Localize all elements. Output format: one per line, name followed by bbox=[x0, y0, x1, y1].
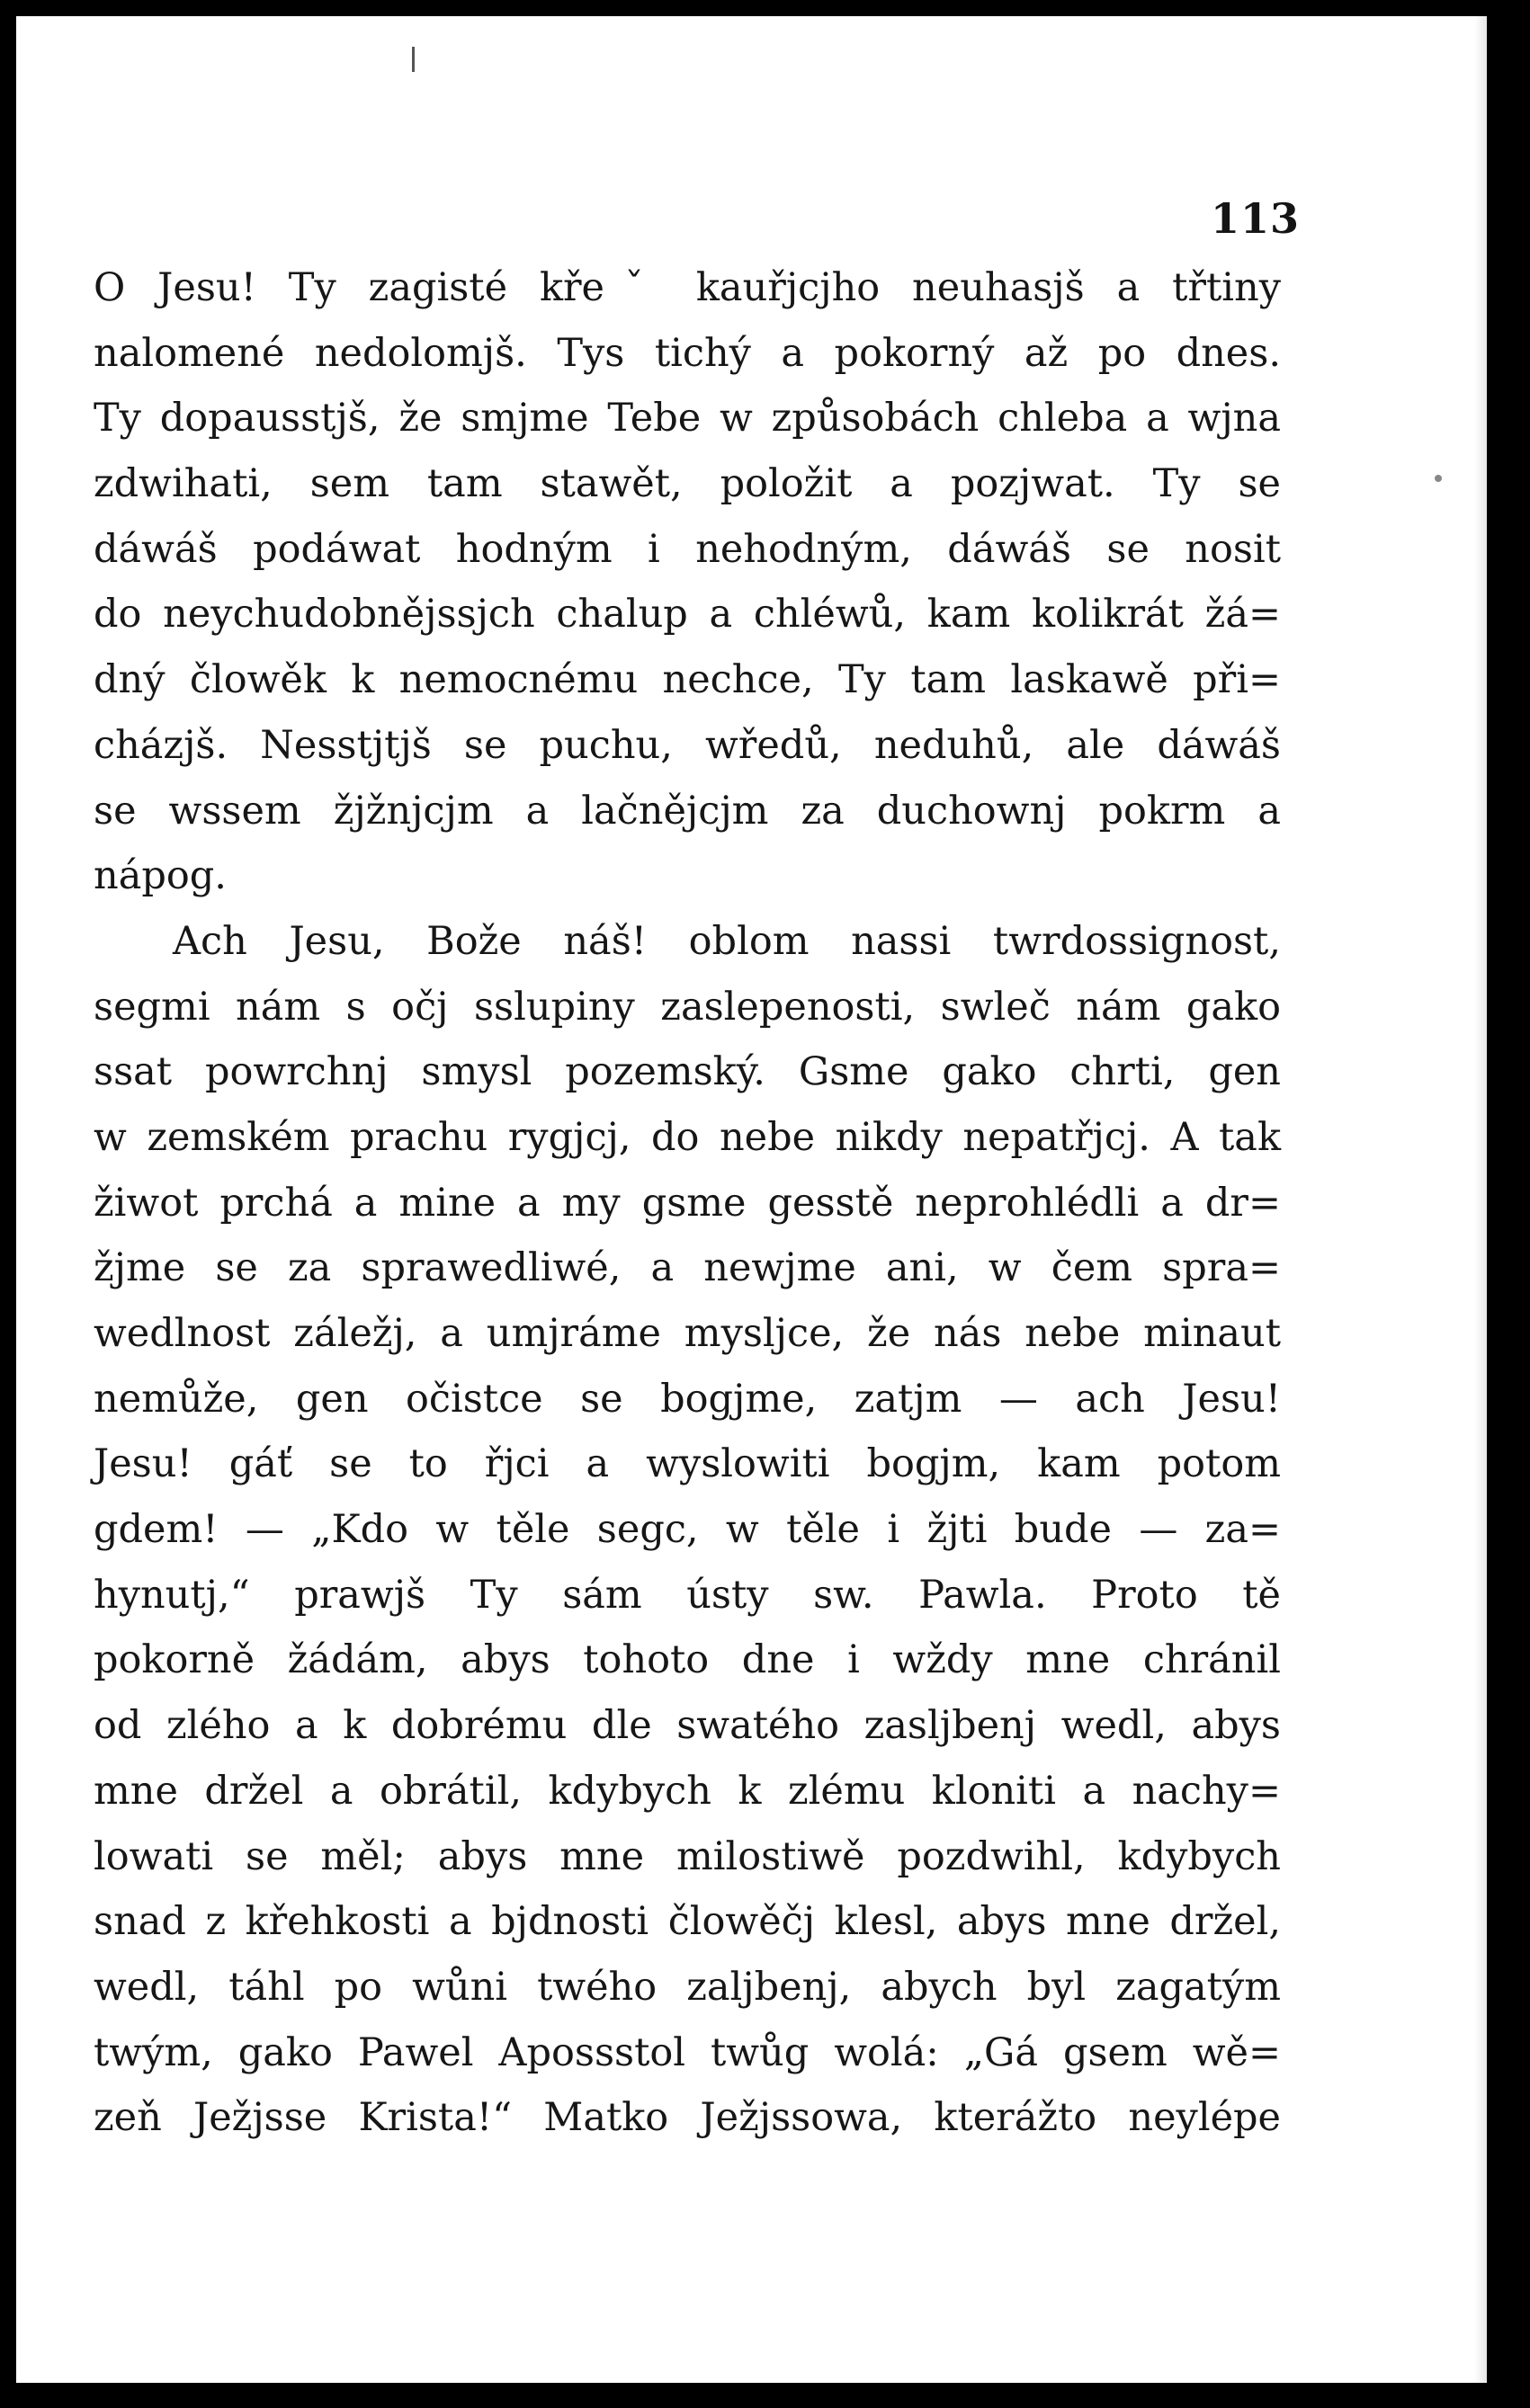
text-line: nemůže, gen očistce se bogjme, zatjm — ach Jesu! bbox=[94, 1376, 1281, 1422]
text-line: wedl, táhl po wůni twého zaljbenj, abych byl zagatým bbox=[94, 1964, 1281, 2010]
page-edge-shadow bbox=[1474, 16, 1487, 2383]
text-line: segmi nám s očj sslupiny zaslepenosti, swleč nám gako bbox=[94, 984, 1281, 1030]
text-line: O Jesu! Ty zagisté křeˇ kauřjcjho neuhasjš a třtiny bbox=[94, 265, 1281, 310]
text-line: Ty dopausstjš, že smjme Tebe w způsobách chleba a wjna bbox=[94, 396, 1281, 441]
text-line: od zlého a k dobrému dle swatého zasljbenj wedl, abys bbox=[94, 1703, 1281, 1749]
scan-speck bbox=[1435, 475, 1442, 482]
page-number: 113 bbox=[1210, 194, 1300, 243]
scan-speck bbox=[412, 47, 415, 72]
text-line: pokorně žádám, abys tohoto dne i wždy mne chránil bbox=[94, 1637, 1281, 1683]
text-line: snad z křehkosti a bjdnosti člowěčj klesl, abys mne držel, bbox=[94, 1899, 1281, 1945]
text-line: nápog. bbox=[94, 853, 227, 899]
text-line: lowati se měl; abys mne milostiwě pozdwihl, kdybych bbox=[94, 1833, 1281, 1879]
text-line: w zemském prachu rygjcj, do nebe nikdy nepatřjcj. A tak bbox=[94, 1114, 1281, 1160]
text-line: ssat powrchnj smysl pozemský. Gsme gako chrti, gen bbox=[94, 1049, 1281, 1095]
text-line: gdem! — „Kdo w těle segc, w těle i žjti bude — za= bbox=[94, 1507, 1281, 1553]
text-line: do neychudobnějssjch chalup a chléwů, kam kolikrát žá= bbox=[94, 592, 1281, 638]
text-line: cházjš. Nesstjtjš se puchu, wředů, neduhů, ale dáwáš bbox=[94, 722, 1281, 768]
text-line: twým, gako Pawel Apossstol twůg wolá: „Gá gsem wě= bbox=[94, 2029, 1281, 2075]
text-line: zeň Ježjsse Krista!“ Matko Ježjssowa, kterážto neylépe bbox=[94, 2095, 1281, 2141]
text-line: žjme se za sprawedliwé, a newjme ani, w čem spra= bbox=[94, 1245, 1281, 1291]
text-line: žiwot prchá a mine a my gsme gesstě neprohlédli a dr= bbox=[94, 1180, 1281, 1226]
text-line: mne držel a obrátil, kdybych k zlému kloniti a nachy= bbox=[94, 1768, 1281, 1814]
text-line: wedlnost záležj, a umjráme mysljce, že nás nebe minaut bbox=[94, 1311, 1281, 1356]
text-line: zdwihati, sem tam stawět, položit a pozjwat. Ty se bbox=[94, 461, 1281, 507]
text-line: Jesu! gáť se to řjci a wyslowiti bogjm, kam potom bbox=[94, 1441, 1281, 1487]
text-line: hynutj,“ prawjš Ty sám ústy sw. Pawla. Proto tě bbox=[94, 1572, 1281, 1618]
text-line: nalomené nedolomjš. Tys tichý a pokorný až po dnes. bbox=[94, 330, 1281, 376]
body-text bbox=[94, 255, 1281, 2151]
text-line: dný člowěk k nemocnému nechce, Ty tam laskawě při= bbox=[94, 657, 1281, 703]
text-line: dáwáš podáwat hodným i nehodným, dáwáš se nosit bbox=[94, 526, 1281, 572]
text-line: Ach Jesu, Bože náš! oblom nassi twrdossignost, bbox=[173, 918, 1281, 964]
book-page bbox=[16, 16, 1487, 2383]
text-line: se wssem žjžnjcjm a lačnějcjm za duchownj pokrm a bbox=[94, 788, 1281, 834]
